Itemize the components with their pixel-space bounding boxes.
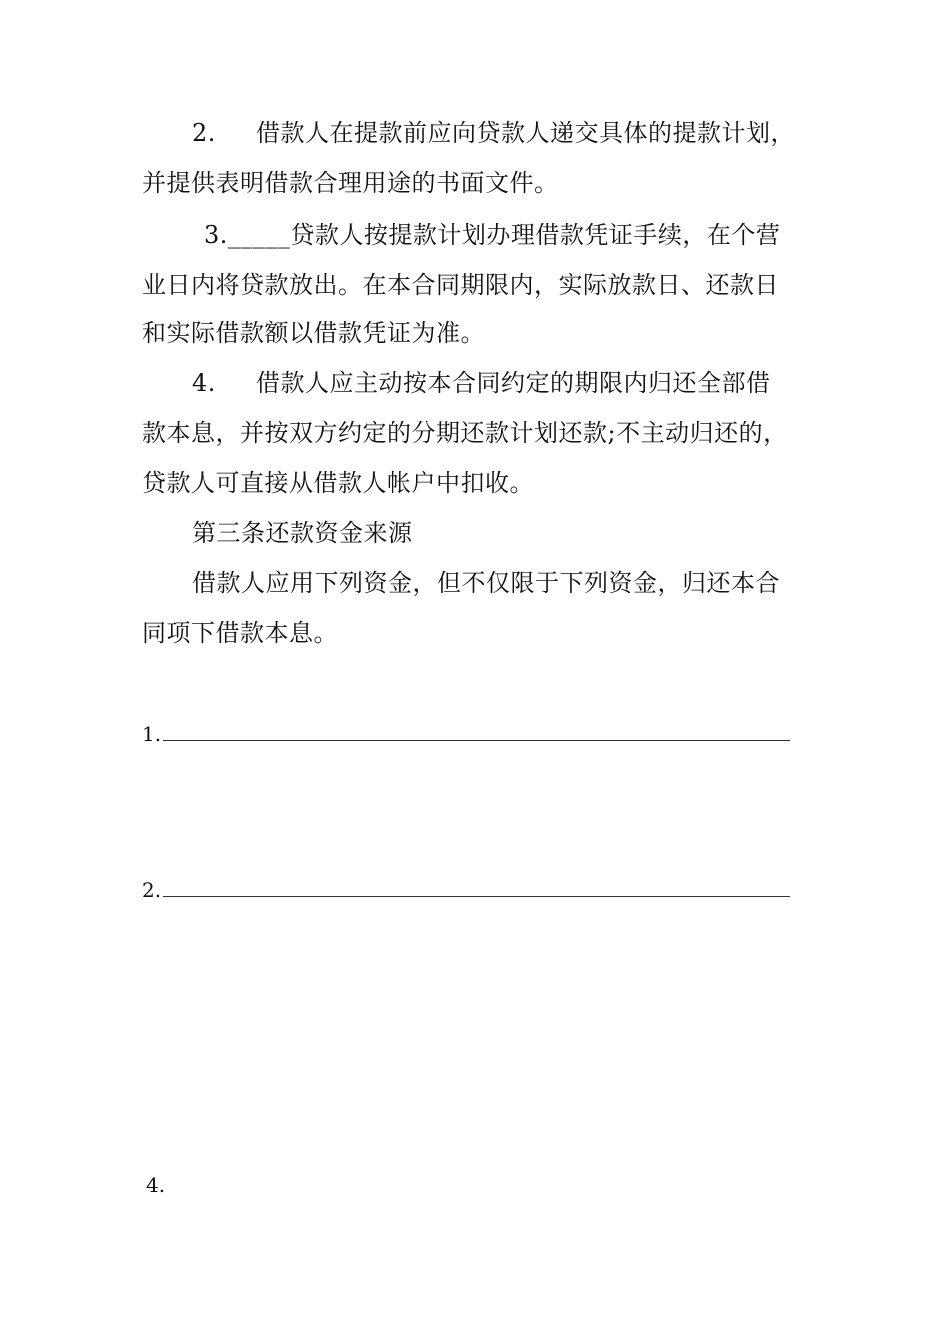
para-4-line-3: 贷款人可直接从借款人帐户中扣收。 [142,469,534,497]
blank-line-2-number: 2. [142,878,162,902]
blank-line-4-number: 4. [146,1173,166,1197]
para-3-line-3: 和实际借款额以借款凭证为准。 [142,319,485,347]
article-3-line-2: 同项下借款本息。 [142,619,338,647]
para-2-number: 2. [192,119,216,147]
article-3-line-1: 借款人应用下列资金，但不仅限于下列资金，归还本合 [192,569,780,597]
para-4-line-1 [192,368,771,398]
para-3-line-1: 3._____贷款人按提款计划办理借款凭证手续，在个营 [204,221,781,249]
article-3-heading: 第三条还款资金来源 [192,519,413,547]
para-2-line-1 [192,118,795,148]
blank-line-2-rule [163,874,790,897]
blank-line-4 [146,1170,165,1200]
blank-line-1-rule [163,718,790,741]
para-2-line-2: 并提供表明借款合理用途的书面文件。 [142,169,559,197]
blank-line-2 [142,874,790,905]
blank-line-1 [142,718,790,749]
para-3-line-2: 业日内将贷款放出。在本合同期限内，实际放款日、还款日 [142,271,779,299]
blank-line-1-number: 1. [142,722,162,746]
para-2-text-1: 借款人在提款前应向贷款人递交具体的提款计划， [256,119,795,147]
para-4-number: 4. [192,369,216,397]
para-4-text-1: 借款人应主动按本合同约定的期限内归还全部借 [256,369,771,397]
para-4-line-2: 款本息，并按双方约定的分期还款计划还款;不主动归还的， [142,419,788,447]
